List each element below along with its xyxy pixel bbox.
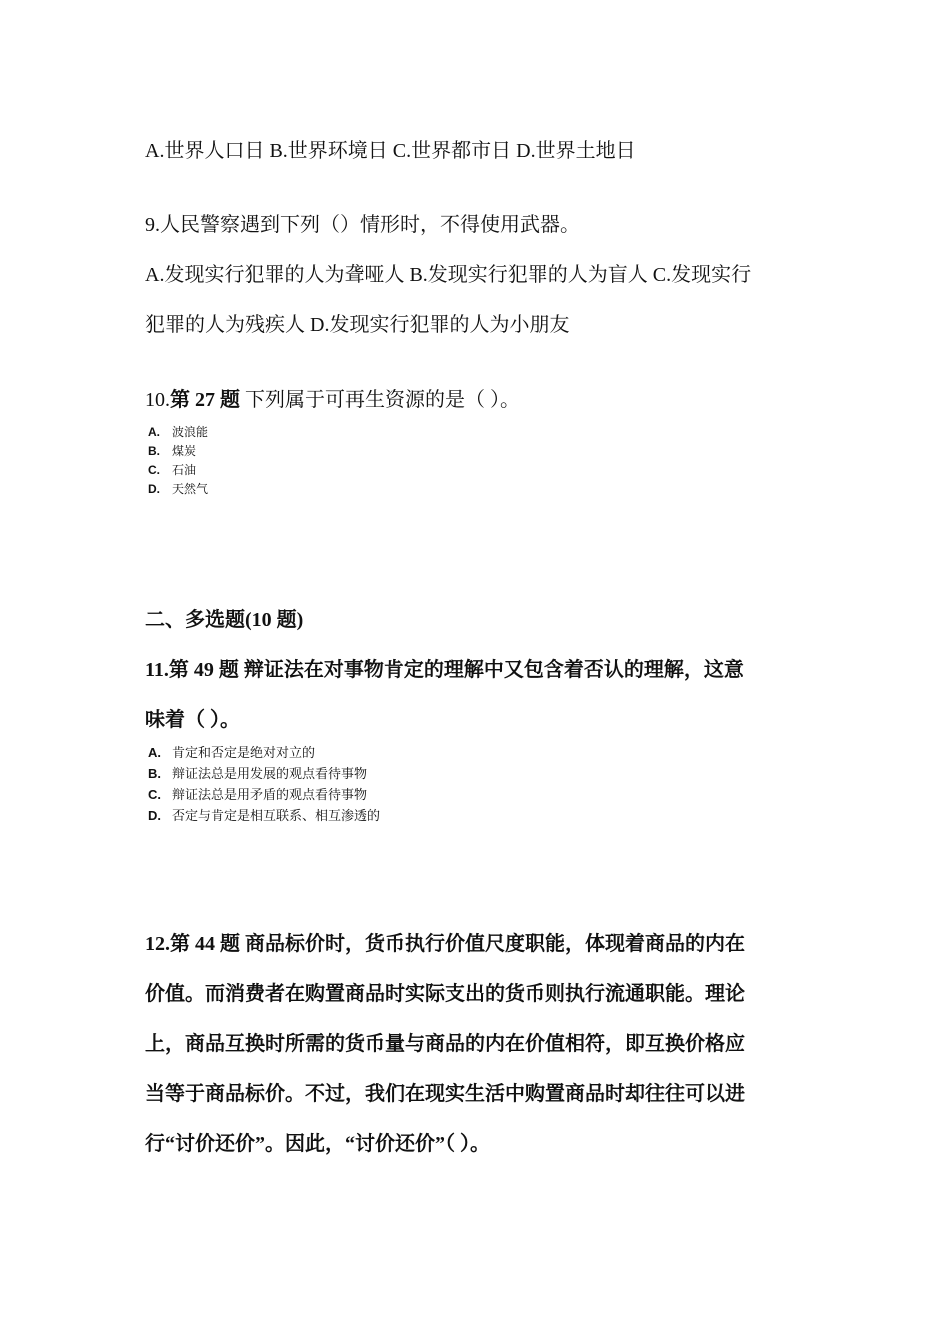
q11-stem-line-2: 味着（ ）。 [145, 709, 240, 731]
q9-options-line-2: 犯罪的人为残疾人 D.发现实行犯罪的人为小朋友 [145, 314, 570, 336]
q12-stem-line-3: 上，商品互换时所需的货币量与商品的内在价值相符，即互换价格应 [145, 1033, 745, 1055]
q12-stem-line-4: 当等于商品标价。不过，我们在现实生活中购置商品时却往往可以进 [145, 1083, 745, 1105]
section-heading-multiple-choice: 二、多选题(10 题) [145, 609, 304, 631]
q10-option-c: C. 石油 [148, 463, 197, 477]
q12-stem-line-1: 12.第 44 题 商品标价时，货币执行价值尺度职能，体现着商品的内在 [145, 933, 745, 955]
q10-option-a: A. 波浪能 [148, 425, 209, 439]
q12-stem-line-2: 价值。而消费者在购置商品时实际支出的货币则执行流通职能。理论 [145, 983, 745, 1005]
q8-options-line: A.世界人口日 B.世界环境日 C.世界都市日 D.世界土地日 [145, 140, 636, 162]
q11-option-d: D. 否定与肯定是相互联系、相互渗透的 [148, 808, 381, 824]
q9-options-line-1: A.发现实行犯罪的人为聋哑人 B.发现实行犯罪的人为盲人 C.发现实行 [145, 264, 752, 286]
q10-tag: 第 27 题 [170, 389, 240, 411]
q10-number: 10. [145, 389, 170, 411]
q10-option-b: B. 煤炭 [148, 444, 197, 458]
q9-stem: 9.人民警察遇到下列（）情形时，不得使用武器。 [145, 214, 580, 236]
q11-stem-line-1: 11.第 49 题 辩证法在对事物肯定的理解中又包含着否认的理解，这意 [145, 659, 744, 681]
q10-option-d: D. 天然气 [148, 482, 209, 496]
q11-option-b: B. 辩证法总是用发展的观点看待事物 [148, 766, 368, 782]
q11-option-c: C. 辩证法总是用矛盾的观点看待事物 [148, 787, 368, 803]
q12-stem-line-5: 行“讨价还价”。因此，“讨价还价”（ ）。 [145, 1133, 490, 1155]
q11-option-a: A. 肯定和否定是绝对对立的 [148, 745, 316, 761]
q10-stem-line [145, 386, 815, 414]
q10-stem: 下列属于可再生资源的是（ ）。 [240, 389, 520, 411]
